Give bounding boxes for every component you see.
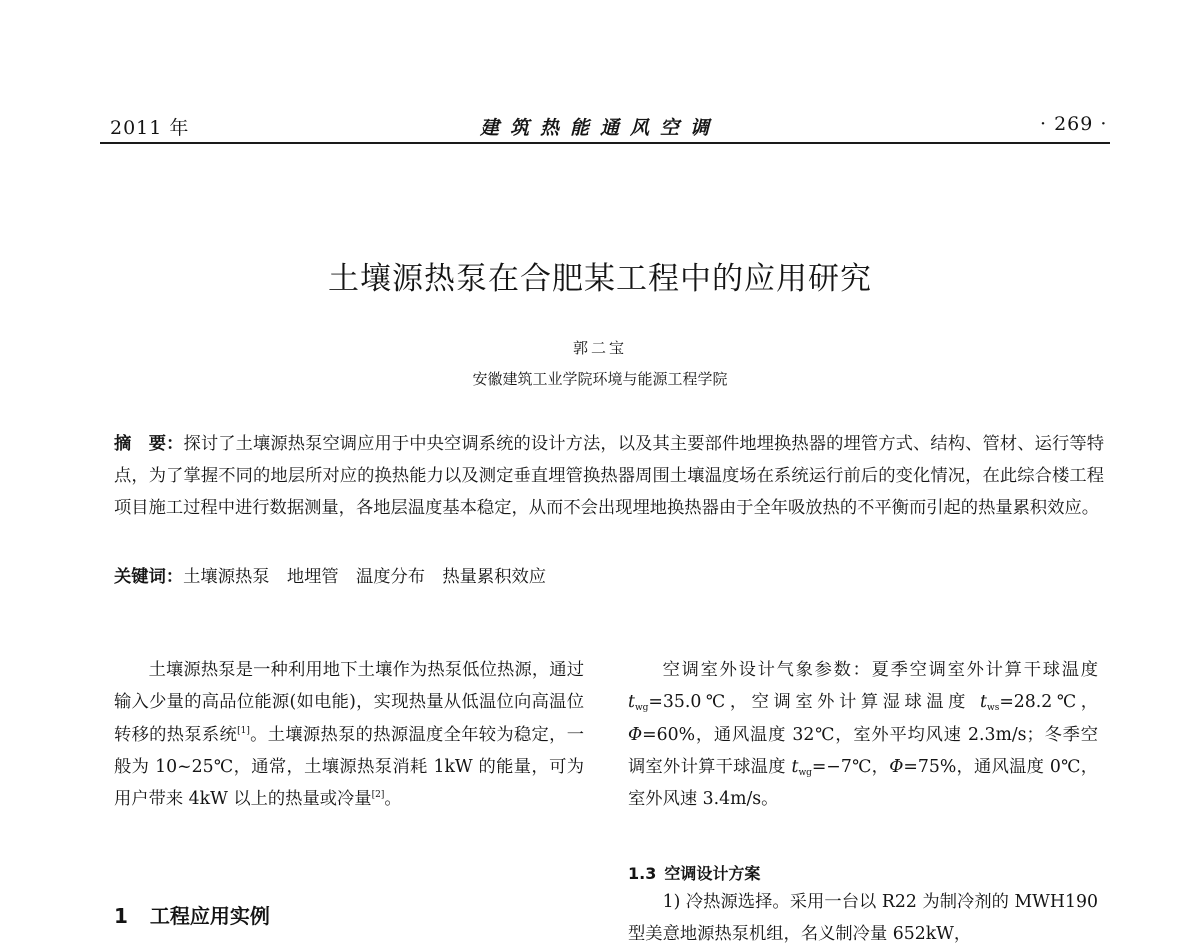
subscript-ws: ws bbox=[986, 703, 1000, 714]
symbol-t-1: t bbox=[628, 692, 635, 713]
symbol-t-2: t bbox=[980, 692, 987, 713]
climate-text-2: =35.0℃，空调室外计算湿球温度 bbox=[648, 692, 981, 713]
symbol-t-3: t bbox=[791, 756, 799, 777]
right-column bbox=[628, 654, 1098, 815]
section-1-title: 工程应用实例 bbox=[149, 904, 270, 928]
abstract bbox=[114, 428, 1104, 524]
header-journal-name: 建筑热能通风空调 bbox=[480, 117, 721, 139]
abstract-text: 探讨了土壤源热泵空调应用于中央空调系统的设计方法，以及其主要部件地埋换热器的埋管方式、结构、管材、运行等特点，为了掌握不同的地层所对应的换热能力以及测定垂直埋管换热器周围土壤温度场在系统运行前后的变化情况，在此综合楼工程项目施工过程中进行数据测量，各地层温度基本稳定，从而不会出现埋地换热器由于全年吸放热的不平衡而引起的热量累积效应。 bbox=[114, 434, 1104, 518]
article-title: 土壤源热泵在合肥某工程中的应用研究 bbox=[328, 261, 872, 297]
section-heading-1 bbox=[114, 900, 270, 929]
section-heading-1-3 bbox=[628, 861, 760, 884]
subscript-wg-2: wg bbox=[798, 767, 812, 778]
header-page-number: · 269 · bbox=[1040, 113, 1108, 135]
right-column-continued bbox=[628, 886, 1098, 951]
symbol-phi-1: Φ bbox=[628, 724, 643, 745]
climate-text-5: =−7℃， bbox=[811, 756, 890, 777]
climate-paragraph bbox=[628, 654, 1098, 815]
article-affiliation: 安徽建筑工业学院环境与能源工程学院 bbox=[472, 370, 728, 388]
left-column bbox=[114, 654, 584, 815]
intro-text-a: 土壤源热泵是一种利用地下土壤作为热泵低位热源，通过输入少量的高品位能源(如电能)，实现热量从低温位向高温位转移的热泵系统 bbox=[114, 660, 584, 745]
subscript-wg-1: wg bbox=[634, 703, 649, 714]
header-year: 2011 年 bbox=[110, 117, 190, 139]
abstract-label: 摘 要： bbox=[114, 434, 184, 454]
climate-text-3: =28.2℃， bbox=[999, 692, 1098, 713]
climate-text-4: =60%，通风温度 32℃，室外平均风速 2.3m/s；冬季空调室外计算干球温度 bbox=[628, 724, 1098, 777]
citation-1: [1] bbox=[237, 725, 250, 736]
intro-text-b: 。土壤源热泵的热源温度全年较为稳定，一般为 10~25℃，通常，土壤源热泵消耗 1kW 的能量，可为用户带来 4kW 以上的热量或冷量 bbox=[114, 724, 584, 810]
header-divider bbox=[100, 142, 1110, 144]
citation-2: [2] bbox=[371, 790, 385, 801]
keywords bbox=[114, 565, 1104, 589]
section-1-number: 1 bbox=[114, 904, 128, 928]
section-1-3-title: 空调设计方案 bbox=[664, 864, 761, 883]
article-author: 郭二宝 bbox=[572, 339, 627, 357]
keywords-text: 土壤源热泵 地埋管 温度分布 热量累积效应 bbox=[183, 567, 547, 587]
design-paragraph: 1) 冷热源选择。采用一台以 R22 为制冷剂的 MWH190 型美意地源热泵机组，名义制冷量 652kW， bbox=[628, 892, 1098, 945]
climate-text-1: 空调室外设计气象参数：夏季空调室外计算干球温度 bbox=[662, 660, 1098, 680]
climate-text-6: =75%，通风温度 0℃，室外风速 3.4m/s。 bbox=[628, 756, 1098, 810]
intro-paragraph bbox=[114, 654, 584, 815]
intro-text-c: 。 bbox=[384, 789, 402, 810]
symbol-phi-2: Φ bbox=[889, 756, 904, 777]
section-1-3-number: 1.3 bbox=[628, 864, 657, 883]
keywords-label: 关键词： bbox=[114, 567, 184, 587]
